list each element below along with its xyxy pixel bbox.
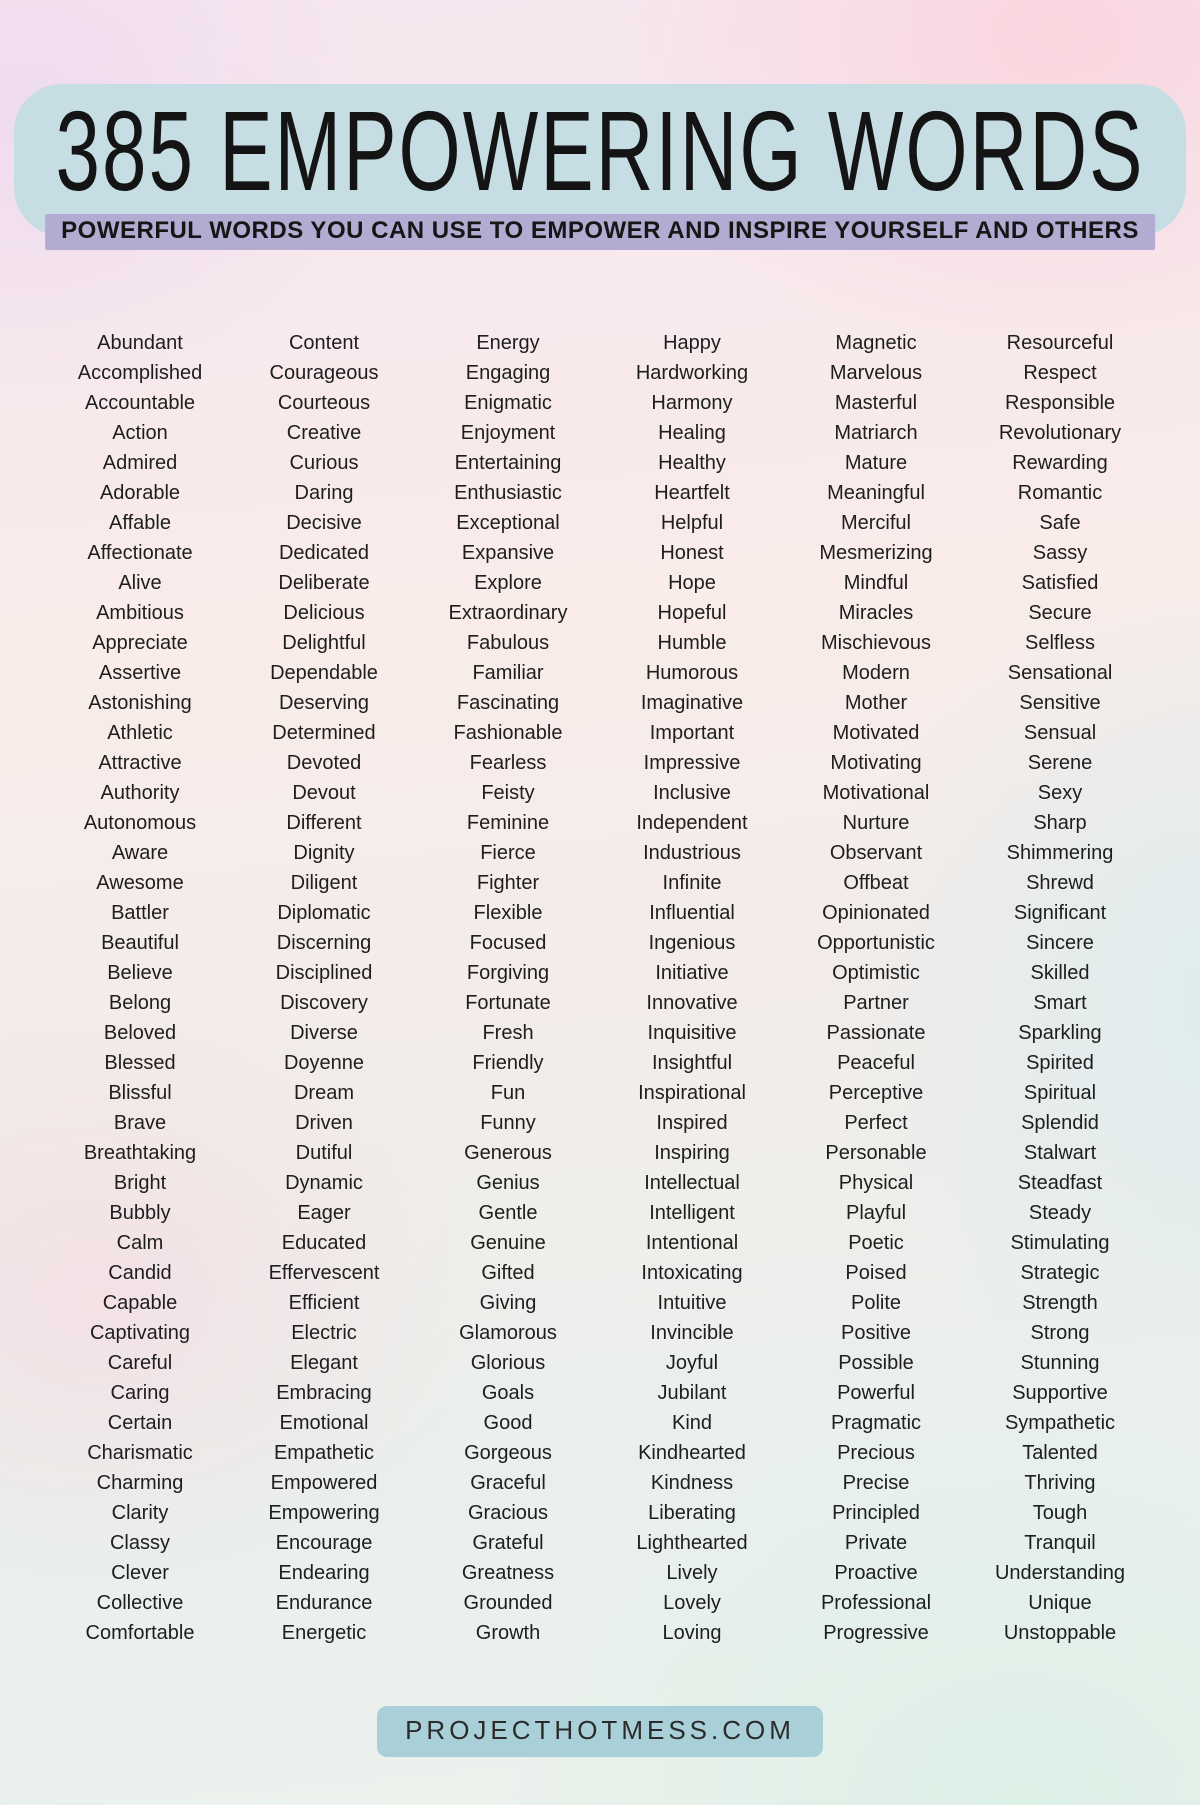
- word-item: Strong: [1030, 1322, 1090, 1344]
- word-item: Proactive: [834, 1562, 918, 1584]
- word-item: Fashionable: [453, 722, 563, 744]
- word-item: Sensual: [1023, 722, 1097, 744]
- word-item: Steady: [1028, 1202, 1092, 1224]
- word-item: Dedicated: [278, 542, 370, 564]
- word-item: Jubilant: [657, 1382, 727, 1404]
- word-item: Assertive: [98, 662, 182, 684]
- word-item: Mother: [844, 692, 908, 714]
- word-item: Explore: [474, 572, 542, 594]
- word-item: Caring: [110, 1382, 170, 1404]
- word-item: Believe: [107, 962, 173, 984]
- word-item: Hardworking: [635, 362, 749, 384]
- word-item: Delicious: [283, 602, 365, 624]
- word-item: Dignity: [293, 842, 355, 864]
- word-item: Enthusiastic: [454, 482, 562, 504]
- word-item: Happy: [663, 332, 721, 354]
- word-item: Bright: [113, 1172, 167, 1194]
- word-item: Graceful: [470, 1472, 546, 1494]
- word-item: Belong: [108, 992, 172, 1014]
- word-item: Heartfelt: [654, 482, 730, 504]
- word-item: Growth: [475, 1622, 541, 1644]
- word-item: Giving: [479, 1292, 537, 1314]
- word-item: Mature: [844, 452, 908, 474]
- word-item: Inspired: [656, 1112, 728, 1134]
- word-item: Partner: [843, 992, 909, 1014]
- word-item: Humble: [657, 632, 727, 654]
- word-item: Kindness: [650, 1472, 734, 1494]
- word-item: Funny: [480, 1112, 536, 1134]
- word-item: Doyenne: [283, 1052, 365, 1074]
- word-item: Harmony: [651, 392, 733, 414]
- word-item: Ingenious: [648, 932, 736, 954]
- word-item: Curious: [289, 452, 359, 474]
- word-item: Disciplined: [275, 962, 373, 984]
- word-item: Glamorous: [459, 1322, 557, 1344]
- word-item: Polite: [850, 1292, 902, 1314]
- word-item: Inspiring: [654, 1142, 730, 1164]
- word-item: Aware: [111, 842, 169, 864]
- word-item: Captivating: [89, 1322, 191, 1344]
- word-item: Honest: [660, 542, 724, 564]
- word-item: Sensational: [1007, 662, 1113, 684]
- word-item: Mesmerizing: [819, 542, 933, 564]
- word-item: Initiative: [655, 962, 729, 984]
- word-item: Comfortable: [85, 1622, 195, 1644]
- word-item: Opinionated: [822, 902, 930, 924]
- word-item: Dynamic: [285, 1172, 363, 1194]
- word-item: Fierce: [480, 842, 536, 864]
- word-item: Daring: [294, 482, 354, 504]
- word-item: Unique: [1028, 1592, 1092, 1614]
- word-item: Clarity: [111, 1502, 169, 1524]
- word-item: Engaging: [465, 362, 551, 384]
- word-item: Joyful: [665, 1352, 719, 1374]
- word-item: Opportunistic: [817, 932, 935, 954]
- words-grid: [48, 328, 1152, 1648]
- word-item: Breathtaking: [83, 1142, 197, 1164]
- word-item: Electric: [291, 1322, 357, 1344]
- word-item: Charismatic: [87, 1442, 193, 1464]
- word-item: Delightful: [282, 632, 366, 654]
- word-item: Glorious: [470, 1352, 546, 1374]
- word-item: Lively: [666, 1562, 718, 1584]
- word-item: Gorgeous: [464, 1442, 552, 1464]
- word-item: Deserving: [278, 692, 370, 714]
- word-item: Perceptive: [828, 1082, 924, 1104]
- word-item: Decisive: [286, 512, 362, 534]
- word-item: Different: [286, 812, 362, 834]
- word-column-3: [416, 328, 600, 1648]
- word-item: Sassy: [1032, 542, 1088, 564]
- word-item: Motivational: [822, 782, 930, 804]
- word-item: Understanding: [994, 1562, 1126, 1584]
- word-item: Intuitive: [657, 1292, 727, 1314]
- word-item: Splendid: [1021, 1112, 1099, 1134]
- word-item: Motivated: [832, 722, 920, 744]
- word-item: Inquisitive: [647, 1022, 737, 1044]
- word-item: Merciful: [840, 512, 911, 534]
- word-item: Embracing: [276, 1382, 372, 1404]
- word-item: Entertaining: [454, 452, 562, 474]
- word-item: Inclusive: [653, 782, 731, 804]
- word-item: Affectionate: [87, 542, 193, 564]
- word-item: Genuine: [470, 1232, 546, 1254]
- word-item: Abundant: [97, 332, 183, 354]
- word-item: Stimulating: [1010, 1232, 1110, 1254]
- word-item: Endearing: [278, 1562, 370, 1584]
- word-item: Humorous: [645, 662, 739, 684]
- word-item: Classy: [109, 1532, 170, 1554]
- word-item: Unstoppable: [1003, 1622, 1117, 1644]
- word-item: Powerful: [837, 1382, 915, 1404]
- word-item: Resourceful: [1006, 332, 1114, 354]
- word-item: Independent: [636, 812, 748, 834]
- word-item: Selfless: [1024, 632, 1096, 654]
- word-item: Energetic: [281, 1622, 367, 1644]
- word-item: Intellectual: [644, 1172, 740, 1194]
- word-item: Spiritual: [1023, 1082, 1097, 1104]
- word-item: Helpful: [660, 512, 724, 534]
- word-item: Serene: [1027, 752, 1093, 774]
- word-item: Calm: [116, 1232, 164, 1254]
- word-item: Progressive: [823, 1622, 929, 1644]
- word-item: Loving: [662, 1622, 722, 1644]
- word-item: Forgiving: [466, 962, 550, 984]
- word-item: Shimmering: [1006, 842, 1114, 864]
- word-item: Kindhearted: [638, 1442, 746, 1464]
- word-item: Effervescent: [268, 1262, 380, 1284]
- word-item: Generous: [464, 1142, 552, 1164]
- word-item: Shrewd: [1026, 872, 1094, 894]
- word-item: Genius: [476, 1172, 540, 1194]
- word-item: Greatness: [461, 1562, 555, 1584]
- word-item: Personable: [825, 1142, 927, 1164]
- word-item: Affable: [109, 512, 171, 534]
- word-item: Imaginative: [640, 692, 744, 714]
- word-item: Passionate: [826, 1022, 926, 1044]
- word-item: Fascinating: [456, 692, 560, 714]
- word-item: Sympathetic: [1004, 1412, 1116, 1434]
- word-item: Meaningful: [827, 482, 925, 504]
- word-item: Grateful: [472, 1532, 544, 1554]
- word-item: Observant: [829, 842, 923, 864]
- word-item: Gifted: [481, 1262, 535, 1284]
- word-item: Secure: [1028, 602, 1092, 624]
- word-item: Lovely: [663, 1592, 721, 1614]
- word-item: Motivating: [830, 752, 922, 774]
- word-item: Fighter: [476, 872, 540, 894]
- word-item: Responsible: [1004, 392, 1116, 414]
- word-item: Private: [844, 1532, 908, 1554]
- word-item: Industrious: [643, 842, 741, 864]
- word-item: Extraordinary: [448, 602, 568, 624]
- word-item: Thriving: [1024, 1472, 1096, 1494]
- word-item: Stunning: [1020, 1352, 1100, 1374]
- word-item: Good: [483, 1412, 533, 1434]
- word-item: Capable: [102, 1292, 178, 1314]
- word-item: Optimistic: [832, 962, 920, 984]
- website-url: PROJECTHOTMESS.COM: [377, 1706, 823, 1757]
- word-item: Perfect: [844, 1112, 908, 1134]
- word-item: Intentional: [645, 1232, 739, 1254]
- word-item: Driven: [295, 1112, 353, 1134]
- word-item: Mindful: [843, 572, 909, 594]
- word-item: Offbeat: [843, 872, 909, 894]
- word-item: Diligent: [290, 872, 358, 894]
- word-item: Significant: [1013, 902, 1107, 924]
- word-item: Tough: [1032, 1502, 1088, 1524]
- word-item: Emotional: [279, 1412, 369, 1434]
- word-item: Peaceful: [837, 1052, 915, 1074]
- word-item: Talented: [1022, 1442, 1098, 1464]
- word-item: Clever: [111, 1562, 169, 1584]
- word-item: Liberating: [648, 1502, 736, 1524]
- word-item: Deliberate: [278, 572, 370, 594]
- word-item: Focused: [469, 932, 547, 954]
- word-item: Beloved: [103, 1022, 177, 1044]
- word-item: Satisfied: [1021, 572, 1099, 594]
- word-item: Influential: [649, 902, 735, 924]
- word-item: Diverse: [290, 1022, 358, 1044]
- word-item: Ambitious: [96, 602, 184, 624]
- word-item: Attractive: [98, 752, 182, 774]
- word-item: Strength: [1022, 1292, 1098, 1314]
- word-item: Enigmatic: [464, 392, 552, 414]
- word-item: Romantic: [1017, 482, 1103, 504]
- word-item: Intelligent: [649, 1202, 735, 1224]
- word-item: Fresh: [482, 1022, 534, 1044]
- word-item: Friendly: [472, 1052, 544, 1074]
- word-item: Feisty: [481, 782, 535, 804]
- word-item: Insightful: [651, 1052, 733, 1074]
- word-item: Brave: [113, 1112, 167, 1134]
- word-item: Eager: [297, 1202, 351, 1224]
- word-item: Respect: [1023, 362, 1097, 384]
- word-item: Exceptional: [456, 512, 560, 534]
- word-item: Mischievous: [820, 632, 932, 654]
- word-item: Autonomous: [83, 812, 197, 834]
- word-item: Matriarch: [834, 422, 918, 444]
- word-item: Devoted: [286, 752, 362, 774]
- word-item: Blissful: [108, 1082, 172, 1104]
- word-item: Goals: [481, 1382, 535, 1404]
- word-item: Healthy: [658, 452, 726, 474]
- word-item: Fabulous: [466, 632, 550, 654]
- word-item: Impressive: [643, 752, 741, 774]
- word-column-1: [48, 328, 232, 1648]
- word-item: Educated: [281, 1232, 367, 1254]
- word-item: Dependable: [270, 662, 378, 684]
- word-item: Poised: [845, 1262, 907, 1284]
- word-item: Poetic: [848, 1232, 904, 1254]
- word-column-4: [600, 328, 784, 1648]
- word-item: Diplomatic: [277, 902, 371, 924]
- word-item: Flexible: [473, 902, 543, 924]
- word-column-5: [784, 328, 968, 1648]
- word-item: Familiar: [472, 662, 544, 684]
- word-item: Empowered: [270, 1472, 378, 1494]
- word-item: Sensitive: [1019, 692, 1101, 714]
- word-item: Encourage: [275, 1532, 373, 1554]
- word-item: Stalwart: [1023, 1142, 1097, 1164]
- word-item: Masterful: [834, 392, 918, 414]
- word-column-2: [232, 328, 416, 1648]
- word-item: Innovative: [646, 992, 738, 1014]
- word-item: Elegant: [290, 1352, 358, 1374]
- word-item: Enjoyment: [460, 422, 556, 444]
- word-item: Devout: [292, 782, 356, 804]
- word-item: Appreciate: [92, 632, 188, 654]
- word-item: Expansive: [461, 542, 555, 564]
- word-item: Rewarding: [1012, 452, 1108, 474]
- word-item: Lighthearted: [636, 1532, 748, 1554]
- word-item: Infinite: [662, 872, 722, 894]
- word-item: Accountable: [84, 392, 196, 414]
- word-item: Awesome: [96, 872, 184, 894]
- word-item: Tranquil: [1024, 1532, 1096, 1554]
- word-item: Fun: [490, 1082, 526, 1104]
- word-item: Courteous: [277, 392, 371, 414]
- word-item: Sexy: [1037, 782, 1083, 804]
- word-item: Sharp: [1033, 812, 1087, 834]
- word-item: Battler: [111, 902, 169, 924]
- word-item: Precious: [837, 1442, 915, 1464]
- word-item: Athletic: [107, 722, 173, 744]
- word-item: Kind: [671, 1412, 713, 1434]
- word-item: Endurance: [275, 1592, 373, 1614]
- word-item: Accomplished: [77, 362, 203, 384]
- word-item: Adorable: [99, 482, 181, 504]
- page-title: 385 EMPOWERING WORDS: [55, 87, 1145, 214]
- word-item: Supportive: [1012, 1382, 1108, 1404]
- word-item: Careful: [107, 1352, 173, 1374]
- word-item: Gentle: [478, 1202, 538, 1224]
- word-item: Modern: [842, 662, 910, 684]
- word-item: Authority: [100, 782, 180, 804]
- word-item: Admired: [102, 452, 178, 474]
- word-item: Nurture: [842, 812, 910, 834]
- word-item: Physical: [838, 1172, 914, 1194]
- word-column-6: [968, 328, 1152, 1648]
- word-item: Playful: [845, 1202, 907, 1224]
- word-item: Miracles: [838, 602, 914, 624]
- word-item: Principled: [832, 1502, 920, 1524]
- word-item: Astonishing: [88, 692, 192, 714]
- word-item: Professional: [820, 1592, 932, 1614]
- word-item: Feminine: [466, 812, 550, 834]
- word-item: Revolutionary: [998, 422, 1122, 444]
- word-item: Alive: [118, 572, 162, 594]
- word-item: Grounded: [463, 1592, 553, 1614]
- footer: [0, 1706, 1200, 1757]
- word-item: Determined: [272, 722, 376, 744]
- word-item: Healing: [658, 422, 726, 444]
- word-item: Invincible: [650, 1322, 734, 1344]
- word-item: Empowering: [268, 1502, 380, 1524]
- word-item: Spirited: [1026, 1052, 1094, 1074]
- word-item: Certain: [107, 1412, 173, 1434]
- word-item: Discovery: [280, 992, 368, 1014]
- word-item: Courageous: [269, 362, 379, 384]
- word-item: Positive: [840, 1322, 912, 1344]
- word-item: Possible: [838, 1352, 914, 1374]
- word-item: Skilled: [1030, 962, 1090, 984]
- word-item: Hopeful: [657, 602, 727, 624]
- page-subtitle: POWERFUL WORDS YOU CAN USE TO EMPOWER AND INSPIRE YOURSELF AND OTHERS: [45, 214, 1155, 250]
- word-item: Empathetic: [273, 1442, 375, 1464]
- word-item: Important: [649, 722, 735, 744]
- word-item: Intoxicating: [641, 1262, 743, 1284]
- word-item: Magnetic: [835, 332, 917, 354]
- word-item: Charming: [96, 1472, 184, 1494]
- word-item: Smart: [1033, 992, 1087, 1014]
- word-item: Discerning: [276, 932, 372, 954]
- word-item: Creative: [286, 422, 362, 444]
- word-item: Beautiful: [101, 932, 179, 954]
- title-banner: [14, 84, 1186, 244]
- word-item: Marvelous: [829, 362, 923, 384]
- word-item: Dutiful: [295, 1142, 353, 1164]
- word-item: Gracious: [467, 1502, 549, 1524]
- word-item: Content: [288, 332, 360, 354]
- word-item: Bubbly: [109, 1202, 171, 1224]
- word-item: Safe: [1039, 512, 1081, 534]
- word-item: Steadfast: [1017, 1172, 1103, 1194]
- word-item: Action: [112, 422, 168, 444]
- word-item: Dream: [293, 1082, 354, 1104]
- word-item: Precise: [842, 1472, 910, 1494]
- word-item: Sparkling: [1018, 1022, 1102, 1044]
- word-item: Efficient: [288, 1292, 360, 1314]
- word-item: Hope: [668, 572, 716, 594]
- word-item: Blessed: [104, 1052, 176, 1074]
- word-item: Fearless: [469, 752, 547, 774]
- word-item: Candid: [108, 1262, 172, 1284]
- word-item: Sincere: [1026, 932, 1094, 954]
- word-item: Fortunate: [465, 992, 551, 1014]
- word-item: Collective: [96, 1592, 184, 1614]
- word-item: Energy: [476, 332, 540, 354]
- word-item: Pragmatic: [830, 1412, 922, 1434]
- word-item: Strategic: [1020, 1262, 1100, 1284]
- word-item: Inspirational: [638, 1082, 746, 1104]
